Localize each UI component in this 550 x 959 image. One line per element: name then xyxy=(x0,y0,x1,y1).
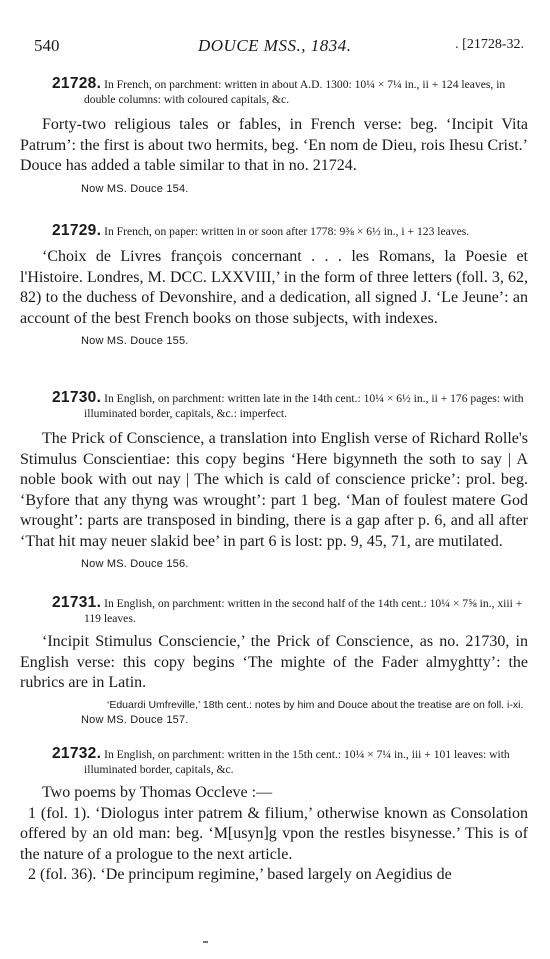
catalogue-entry xyxy=(20,390,528,570)
entry-number: 21731. xyxy=(52,594,102,611)
shelfmark: Now MS. Douce 157. xyxy=(81,713,189,726)
catalogue-entry xyxy=(20,595,528,726)
entry-body: ‘Incipit Stimulus Consciencie,’ the Prick of Conscience, as no. 21730, in English verse: this copy begins ‘The mighte of the Fader almyghtty’: the rubrics are in Latin. xyxy=(20,633,528,691)
entry-description xyxy=(50,76,528,107)
entry-description xyxy=(50,390,528,421)
shelfmark: Now MS. Douce 154. xyxy=(81,182,189,195)
entry-number: 21728. xyxy=(52,75,102,92)
entry-meta-text: In English, on parchment: written late in the 14th cent.: 10¼ × 6½ in., ii + 176 pages: with illuminated border, capitals, &c.: imperfect. xyxy=(84,392,524,420)
catalogue-entry xyxy=(20,746,528,886)
entry-body: Forty-two religious tales or fables, in French verse: beg. ‘Incipit Vita Patrum’: the first is about two hermits, beg. ‘En nom de Dieu, rois Ihesu Crist.’ Douce has added a table similar to that in no. 21724. xyxy=(20,116,528,174)
entry-number: 21730. xyxy=(52,389,102,406)
list-item: 1 (fol. 1). ‘Diologus inter patrem & filium,’ otherwise known as Consolation offered by an old man: beg. ‘M[usyn]g vpon the restles bisynesse.’ This is of the nature of a prologue to the next article. xyxy=(20,804,528,863)
running-title: DOUCE MSS., 1834. xyxy=(198,36,352,55)
entry-description xyxy=(50,595,528,626)
entry-meta-text: In English, on parchment: written in the 15th cent.: 10¼ × 7¼ in., iii + 101 leaves: with illuminated border, capitals, &c. xyxy=(84,748,510,776)
page-mark xyxy=(203,941,208,943)
entry-description xyxy=(50,223,528,239)
page-number: 540 xyxy=(34,36,60,55)
entry-body: ‘Choix de Livres françois concernant . . . les Romans, la Poesie et l'Histoire. Londres, M. DCC. LXXVIII,’ in the form of three letters (foll. 3, 62, 82) to the duchess of Devonshire, and a dedication, all signed J. ‘Le Jeune’: an account of the best French books on those subjects, with indexes. xyxy=(20,248,528,327)
shelfmark: Now MS. Douce 155. xyxy=(81,335,189,347)
entry-meta-text: In French, on paper: written in or soon after 1778: 9⅜ × 6½ in., i + 123 leaves. xyxy=(104,225,470,238)
entry-range: . [21728-32. xyxy=(455,37,524,52)
shelfmark: Now MS. Douce 156. xyxy=(81,558,189,570)
list-item: 2 (fol. 36). ‘De principum regimine,’ based largely on Aegidius de xyxy=(28,866,452,883)
entry-number: 21729. xyxy=(52,222,102,239)
entry-meta-text: In English, on parchment: written in the second half of the 14th cent.: 10¼ × 7⅝ in., xiii + 119 leaves. xyxy=(84,597,523,625)
entry-number: 21732. xyxy=(52,745,102,762)
catalogue-entry xyxy=(20,223,528,347)
entry-meta-text: In French, on parchment: written in about A.D. 1300: 10¼ × 7¼ in., ii + 124 leaves, in double columns: with coloured capitals, &c. xyxy=(84,78,506,106)
entry-body: Two poems by Thomas Occleve :— xyxy=(42,784,273,801)
entry-description xyxy=(50,746,528,777)
catalogue-entry xyxy=(20,76,528,195)
provenance-note: ‘Eduardi Umfreville,’ 18th cent.: notes by him and Douce about the treatise are on foll. i-xi. xyxy=(107,698,524,711)
entry-body: The Prick of Conscience, a translation into English verse of Richard Rolle's Stimulus Conscientiae: this copy begins ‘Here bigynneth the soth to say | A noble book with out nay | The which is cald of conscience pricke’: prol. beg. ‘Byfore that any thyng was wrought’: part 1 beg. ‘Man of foulest matere God wrought’: parts are transposed in binding, there is a gap after p. 6, and all after ‘That hit may neuer slakid bee’ in part 6 is lost: pp. 9, 45, 71, are mutilated. xyxy=(20,430,528,550)
running-header xyxy=(34,30,530,58)
